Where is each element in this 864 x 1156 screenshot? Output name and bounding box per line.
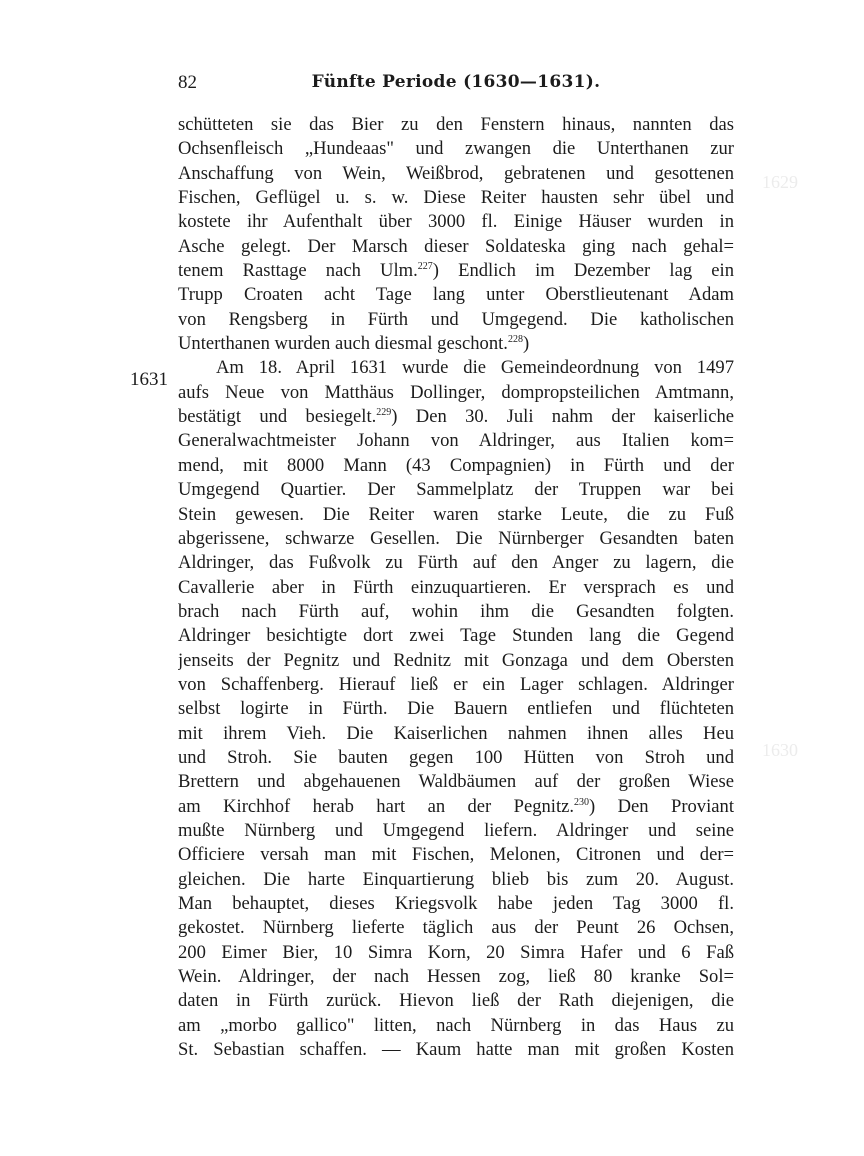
- footnote-ref: 227: [417, 260, 433, 272]
- text-line: mit ihrem Vieh. Die Kaiserlichen nahmen ihnen alles Heu: [178, 722, 734, 744]
- line-text: ) Endlich im Dezember lag ein: [432, 260, 734, 282]
- text-line: Brettern und abgehauenen Waldbäumen auf der großen Wiese: [178, 771, 734, 793]
- text-line: Officiere versah man mit Fischen, Melonen, Citronen und der=: [178, 844, 734, 866]
- text-line: Anschaffung von Wein, Weißbrod, gebratenen und gesottenen: [178, 162, 734, 184]
- line-text: ): [522, 333, 530, 355]
- text-line: Trupp Croaten acht Tage lang unter Oberstlieutenant Adam: [178, 284, 734, 306]
- text-line: Stein gewesen. Die Reiter waren starke Leute, die zu Fuß: [178, 503, 734, 525]
- text-line: von Rengsberg in Fürth und Umgegend. Die katholischen: [178, 308, 734, 330]
- footnote-ref: 229: [376, 406, 392, 418]
- text-line: St. Sebastian schaffen. — Kaum hatte man mit großen Kosten: [178, 1039, 734, 1061]
- text-line: und Stroh. Sie bauten gegen 100 Hütten von Stroh und: [178, 746, 734, 768]
- bleed-through-year: 1629: [762, 172, 798, 192]
- footnote-ref: 230: [574, 796, 590, 808]
- text-line: daten in Fürth zurück. Hievon ließ der Rath diejenigen, die: [178, 990, 734, 1012]
- line-text: am Kirchhof herab hart an der Pegnitz.: [178, 795, 575, 817]
- text-line: Umgegend Quartier. Der Sammelplatz der Truppen war bei: [178, 479, 734, 501]
- margin-year: 1631: [130, 369, 168, 390]
- line-text: ) Den Proviant: [589, 795, 734, 817]
- footnote-ref: 228: [507, 333, 523, 345]
- text-line: schütteten sie das Bier zu den Fenstern hinaus, nannten das: [178, 114, 734, 135]
- text-line: gleichen. Die harte Einquartierung blieb bis zum 20. August.: [178, 868, 734, 890]
- running-head: Fünfte Periode (1630—1631).: [311, 72, 601, 92]
- text-line: am „morbo gallico" litten, nach Nürnberg in das Haus zu: [178, 1014, 734, 1036]
- text-line: Fischen, Geflügel u. s. w. Diese Reiter hausten sehr übel und: [178, 187, 734, 209]
- text-line: jenseits der Pegnitz und Rednitz mit Gonzaga und dem Obersten: [178, 649, 734, 671]
- text-line: Man behauptet, dieses Kriegsvolk habe jeden Tag 3000 fl.: [178, 893, 734, 914]
- text-line: 200 Eimer Bier, 10 Simra Korn, 20 Simra Hafer und 6 Faß: [178, 941, 734, 963]
- text-line: von Schaffenberg. Hierauf ließ er ein Lager schlagen. Aldringer: [178, 673, 734, 695]
- body-text: [178, 113, 734, 1062]
- text-line: selbst logirte in Fürth. Die Bauern entliefen und flüchteten: [178, 698, 734, 720]
- text-line: aufs Neue von Matthäus Dollinger, dompropsteilichen Amtmann,: [178, 381, 734, 403]
- text-line: [178, 259, 734, 283]
- page-header: [178, 72, 734, 98]
- bleed-through-year: 1630: [762, 740, 798, 760]
- text-line: brach nach Fürth auf, wohin ihm die Gesandten folgten.: [178, 600, 734, 622]
- text-line: gekostet. Nürnberg lieferte täglich aus der Peunt 26 Ochsen,: [178, 917, 734, 939]
- text-line: [178, 405, 734, 429]
- text-line: Aldringer, das Fußvolk zu Fürth auf den Anger zu lagern, die: [178, 552, 734, 574]
- text-line: mend, mit 8000 Mann (43 Compagnien) in Fürth und der: [178, 454, 734, 476]
- line-text: ) Den 30. Juli nahm der kaiserliche: [391, 406, 734, 428]
- text-line: Wein. Aldringer, der nach Hessen zog, ließ 80 kranke Sol=: [178, 966, 734, 988]
- text-line: Generalwachtmeister Johann von Aldringer, aus Italien kom=: [178, 430, 734, 452]
- text-line: [178, 332, 734, 356]
- text-line: Ochsenfleisch „Hundeaas" und zwangen die Unterthanen zur: [178, 138, 734, 160]
- text-line: Asche gelegt. Der Marsch dieser Soldateska ging nach gehal=: [178, 235, 734, 257]
- line-text: Unterthanen wurden auch diesmal geschont.: [178, 333, 508, 355]
- text-line: Aldringer besichtigte dort zwei Tage Stunden lang die Gegend: [178, 625, 734, 647]
- text-line: abgerissene, schwarze Gesellen. Die Nürnberger Gesandten baten: [178, 527, 734, 549]
- page-number: 82: [178, 72, 197, 93]
- line-text: tenem Rasttage nach Ulm.: [178, 260, 418, 282]
- text-line: [178, 795, 734, 819]
- line-text: bestätigt und besiegelt.: [178, 406, 377, 428]
- text-line: Cavallerie aber in Fürth einzuquartieren. Er versprach es und: [178, 576, 734, 598]
- text-line: mußte Nürnberg und Umgegend liefern. Aldringer und seine: [178, 819, 734, 841]
- text-line: Am 18. April 1631 wurde die Gemeindeordnung von 1497: [216, 357, 734, 379]
- text-line: kostete ihr Aufenthalt über 3000 fl. Einige Häuser wurden in: [178, 211, 734, 233]
